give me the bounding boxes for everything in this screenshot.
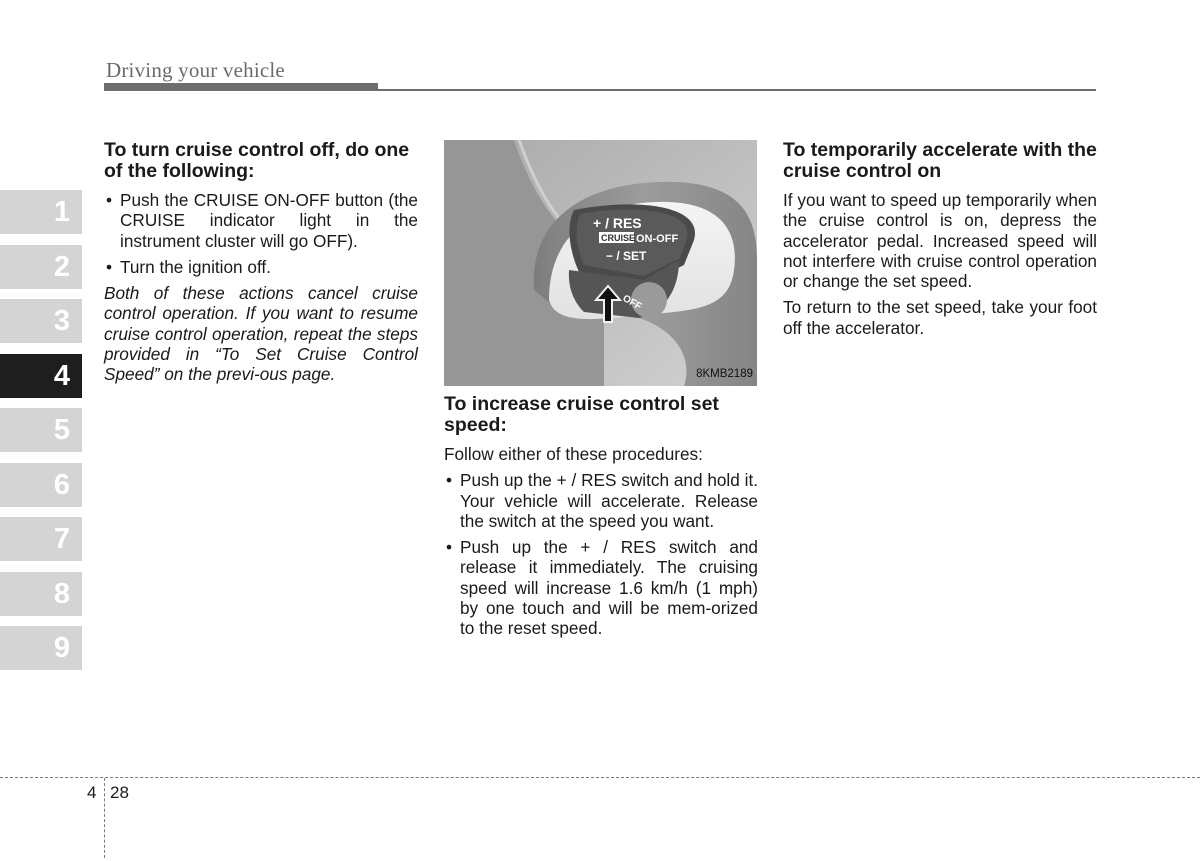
list-item: • Push the CRUISE ON-OFF button (the CRUISE indicator light in the instrument cluster will go OFF). [104, 190, 418, 251]
chapter-tab-7[interactable]: 7 [0, 517, 82, 561]
chapter-tab-8[interactable]: 8 [0, 572, 82, 616]
chapter-tab-6[interactable]: 6 [0, 463, 82, 507]
res-switch-label: + / RES [593, 215, 642, 231]
right-column [783, 140, 1097, 344]
left-column [104, 140, 418, 391]
chapter-tab-1[interactable]: 1 [0, 190, 82, 234]
off-label: OFF [620, 293, 644, 313]
list-item: • Push up the + / RES switch and hold it. Your vehicle will accelerate. Release the switch at the speed you want. [444, 470, 758, 531]
footer-page-number: 28 [110, 783, 129, 802]
on-off-label: ON-OFF [636, 233, 679, 245]
accelerate-paragraph: If you want to speed up temporarily when the cruise control is on, depress the accelerator pedal. Increased speed will not interfere with cruise control operation or change the set speed. [783, 190, 1097, 292]
list-item: • Push up the + / RES switch and release it immediately. The cruising speed will increase 1.6 km/h (1 mph) by one touch and will be mem-orized to the reset speed. [444, 537, 758, 638]
cruise-badge-label: CRUISE [601, 233, 636, 243]
chapter-tab-4[interactable]: 4 [0, 354, 82, 398]
chapter-tab-9[interactable]: 9 [0, 626, 82, 670]
turn-off-heading: To turn cruise control off, do one of the following: [104, 139, 410, 182]
figure-caption: 8KMB2189 [696, 367, 753, 380]
set-switch-label: − / SET [606, 249, 647, 263]
return-paragraph: To return to the set speed, take your foot off the accelerator. [783, 297, 1097, 338]
chapter-tab-3[interactable]: 3 [0, 299, 82, 343]
footer-rule [0, 777, 1200, 778]
middle-column [444, 140, 758, 645]
chapter-tab-2[interactable]: 2 [0, 245, 82, 289]
turn-off-list [104, 190, 418, 277]
list-item: • Turn the ignition off. [104, 257, 418, 277]
increase-intro: Follow either of these procedures: [444, 444, 703, 464]
chapter-tab-5[interactable]: 5 [0, 408, 82, 452]
cancel-note: Both of these actions cancel cruise control operation. If you want to resume cruise control operation, repeat the steps provided in “To Set Cruise Control Speed” on the previ-ous page. [104, 283, 418, 385]
switch-labels [444, 140, 757, 386]
increase-speed-heading: To increase cruise control set speed: [444, 393, 719, 436]
header-rule [104, 89, 1096, 91]
cruise-switch-figure [444, 140, 757, 386]
footer-chapter-number: 4 [87, 783, 97, 802]
footer-divider [104, 778, 105, 858]
increase-list [444, 470, 758, 638]
header-title: Driving your vehicle [106, 58, 285, 82]
accelerate-heading: To temporarily accelerate with the cruise control on [783, 139, 1097, 182]
